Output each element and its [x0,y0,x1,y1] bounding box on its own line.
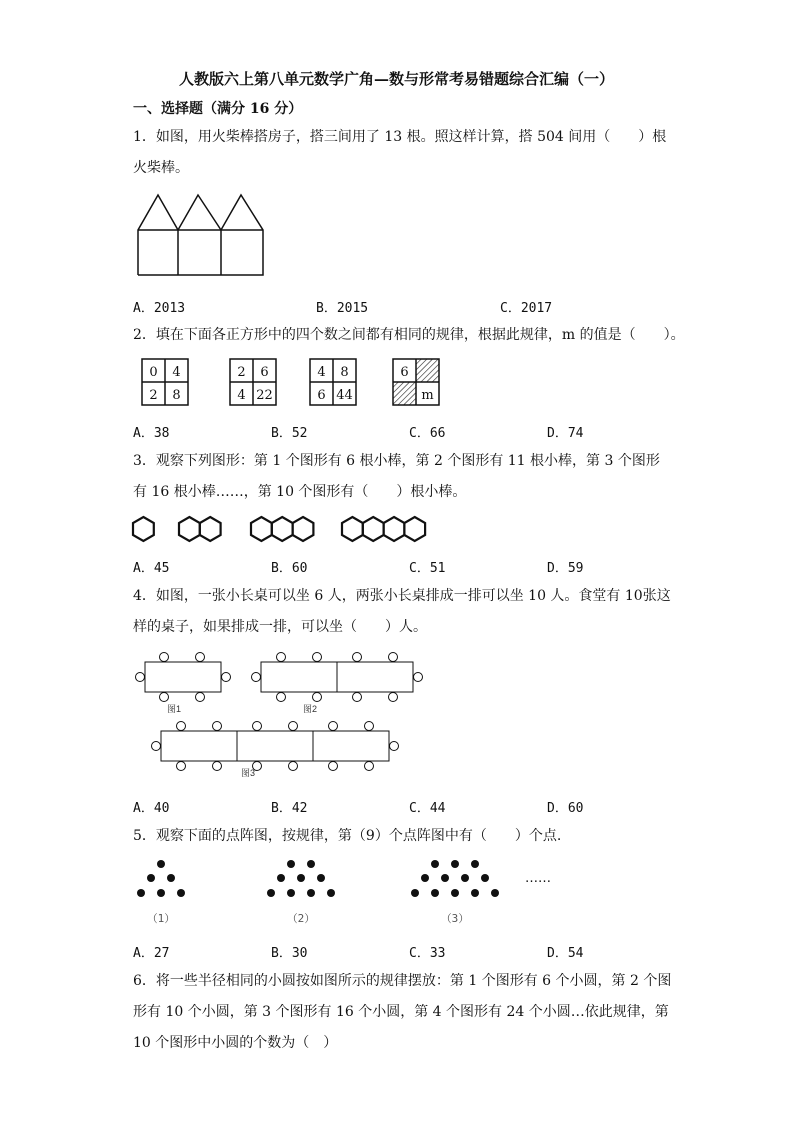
sq1-br: 8 [172,388,181,403]
question-2-text: 2．填在下面各正方形中的四个数之间都有相同的规律，根据此规律，m 的值是（ ）。 [133,327,685,343]
sq3-bl: 6 [317,388,326,403]
q3-option-a[interactable]: A．45 [133,561,170,576]
fig3-label: 图3 [241,768,256,778]
sq3-tr: 8 [340,365,349,380]
question-5-text: 5．观察下面的点阵图，按规律，第（9）个点阵图中有（ ）个点. [133,828,562,844]
q5-option-c[interactable]: C．33 [409,946,446,961]
dot-fig2-label: （2） [286,912,316,925]
hexagon-shape [272,517,293,541]
q2-option-c[interactable]: C．66 [409,426,446,441]
q3-option-c[interactable]: C．51 [409,561,446,576]
sq1-tr: 4 [172,365,181,380]
hexagon-shape [384,517,405,541]
q5-option-a[interactable]: A．27 [133,946,170,961]
sq1-bl: 2 [149,388,158,403]
sq1-tl: 0 [149,365,158,380]
hexagon-shape [342,517,363,541]
matchstick-houses-figure [133,190,273,280]
q5-option-d[interactable]: D．54 [547,946,584,961]
q4-option-b[interactable]: B．42 [271,801,308,816]
fig1-label: 图1 [167,704,182,714]
sq4-tl: 6 [400,365,409,380]
sq4-br: m [421,388,434,403]
q1-option-a[interactable]: A．2013 [133,301,186,316]
q5-option-b[interactable]: B．30 [271,946,308,961]
hexagon-shape [179,517,200,541]
sq2-br: 22 [256,388,273,403]
dot-array-figure [133,856,563,926]
hexagon-shape [363,517,384,541]
sq3-br: 44 [336,388,353,403]
number-squares-figure [140,357,440,407]
hexagon-shape [133,517,154,541]
q3-option-d[interactable]: D．59 [547,561,584,576]
hexagon-shape [251,517,272,541]
q2-option-d[interactable]: D．74 [547,426,584,441]
section-heading: 一、选择题（满分 16 分） [133,101,303,117]
question-4-text: 4．如图，一张小长桌可以坐 6 人，两张小长桌排成一排可以坐 10 人。食堂有 10张这样的桌子，如果排成一排，可以坐（ ）人。 [133,588,671,635]
hexagon-shape [404,517,425,541]
sq2-tr: 6 [260,365,269,380]
dot-array-ellipsis: …… [525,871,551,886]
tables-seating-figure [133,650,413,780]
sq2-bl: 4 [237,388,246,403]
q2-option-b[interactable]: B．52 [271,426,308,441]
q1-option-c[interactable]: C．2017 [500,301,553,316]
dot-fig3-label: （3） [440,912,470,925]
question-6-text: 6．将一些半径相同的小圆按如图所示的规律摆放：第 1 个图形有 6 个小圆，第 2 个图形有 10 个小圆，第 3 个图形有 16 个小圆，第 4 个图形有 24 个小圆…依此规律，第 10 个图形中小圆的个数为（ ） [133,973,672,1051]
fig2-label: 图2 [303,704,318,714]
sq2-tl: 2 [237,365,246,380]
page-title: 人教版六上第八单元数学广角—数与形常考易错题综合汇编（一） [178,70,614,88]
hexagon-shape [293,517,314,541]
q4-option-a[interactable]: A．40 [133,801,170,816]
question-1-text: 1．如图，用火柴棒搭房子，搭三间用了 13 根。照这样计算，搭 504 间用（ ）根火柴棒。 [133,129,667,176]
question-3-text: 3．观察下列图形：第 1 个图形有 6 根小棒，第 2 个图形有 11 根小棒，第 3 个图形有 16 根小棒……，第 10 个图形有（ ）根小棒。 [133,453,660,500]
sq3-tl: 4 [317,365,326,380]
q2-option-a[interactable]: A．38 [133,426,170,441]
q1-option-b[interactable]: B．2015 [316,301,369,316]
hexagon-shape [200,517,221,541]
q3-option-b[interactable]: B．60 [271,561,308,576]
hexagon-sticks-figure [130,512,440,546]
dot-fig1-label: （1） [146,912,176,925]
q4-option-d[interactable]: D．60 [547,801,584,816]
q4-option-c[interactable]: C．44 [409,801,446,816]
